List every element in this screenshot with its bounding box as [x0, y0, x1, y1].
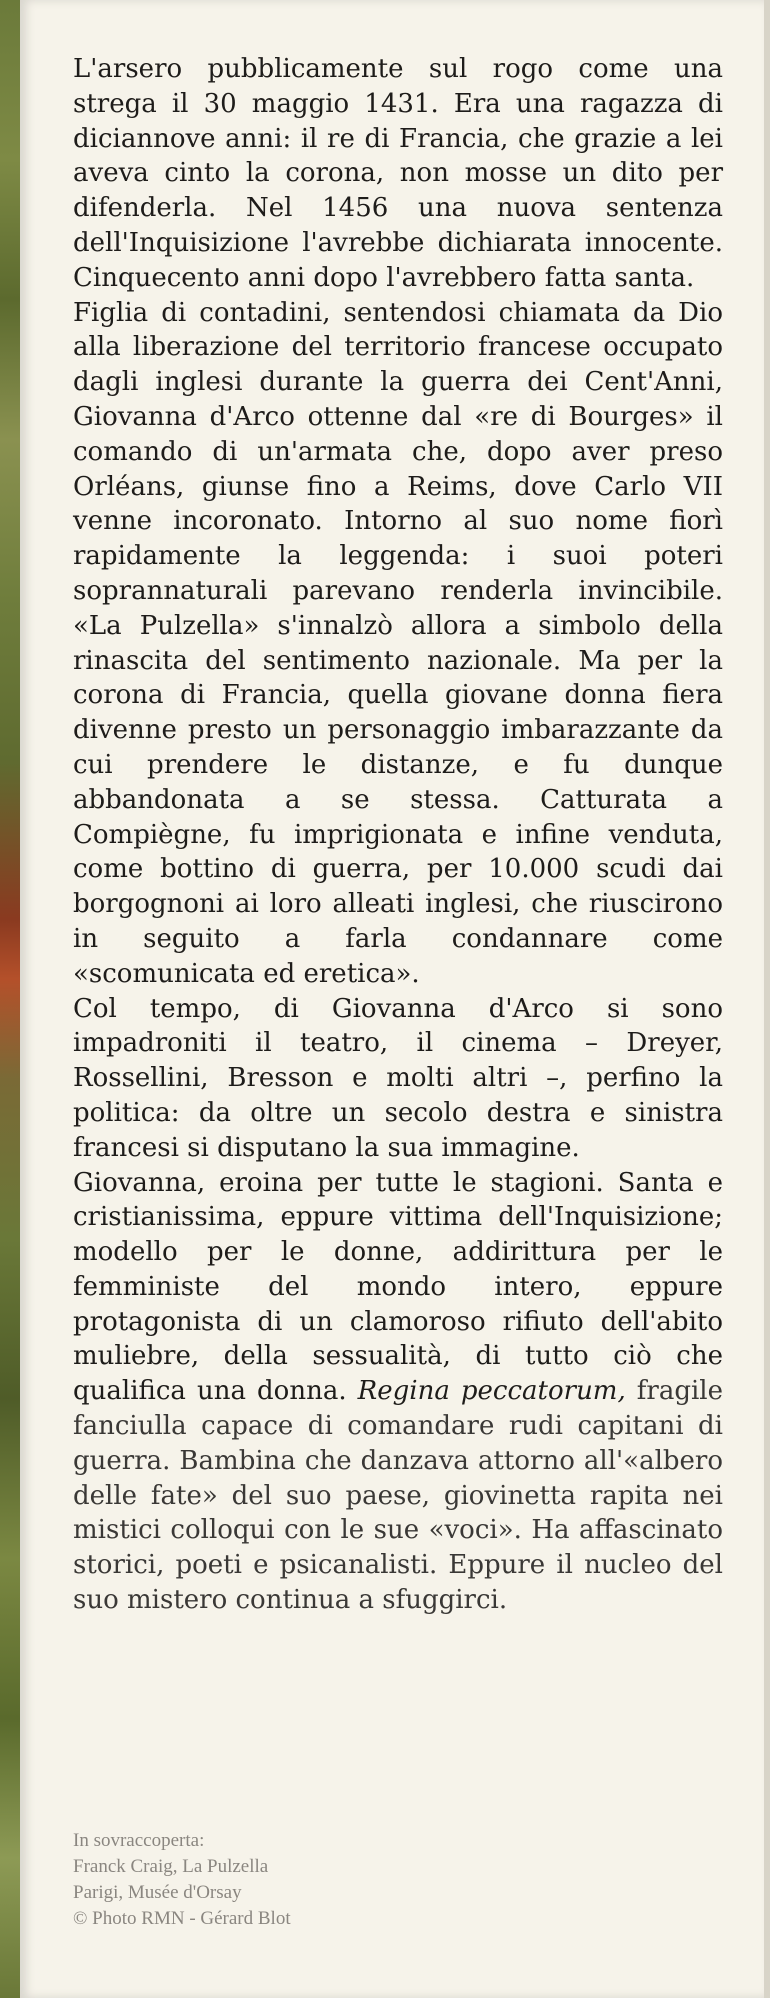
blurb-paragraph-4-end: fragile fanciulla capace di comandare rudi capitani di guerra. Bambina che danzava attorno all'«albero delle fate» del suo paese, giovinetta rapita nei mistici colloqui con le sue «voci». Ha affascinato storici, poeti e psicanalisti. Eppure il nucleo del suo mistero continua a sfuggirci.: [73, 1376, 724, 1616]
blurb-text: [73, 52, 723, 1618]
blurb-paragraph-4-start: Giovanna, eroina per tutte le stagioni. Santa e cristianissima, eppure vittima dell'Inquisizione; modello per le donne, addirittura per le femministe del mondo intero, eppure protagonista di un clamoroso rifiuto dell'abito muliebre, della sessualità, di tutto ciò che qualifica una donna.: [73, 1167, 723, 1407]
credits-line-4: © Photo RMN - Gérard Blot: [73, 1908, 291, 1929]
credits-line-2: Franck Craig, La Pulzella: [73, 1856, 269, 1877]
blurb-paragraph-3: Col tempo, di Giovanna d'Arco si sono impadroniti il teatro, il cinema – Dreyer, Rossellini, Bresson e molti altri –, perfino la politica: da oltre un secolo destra e sinistra francesi si disputano la sua immagine.: [73, 993, 723, 1163]
blurb-paragraph-1: L'arsero pubblicamente sul rogo come una strega il 30 maggio 1431. Era una ragazza di diciannove anni: il re di Francia, che grazie a lei aveva cinto la corona, non mosse un dito per difenderla. Nel 1456 una nuova sentenza dell'Inquisizione l'avrebbe dichiarata innocente. Cinquecento anni dopo l'avrebbero fatta santa.: [73, 54, 723, 293]
blurb-paragraph-4: [73, 1166, 723, 1618]
cover-photo-strip: [0, 0, 20, 1998]
credits-line-1: In sovraccoperta:: [73, 1830, 205, 1851]
blurb-paragraph-2: Figlia di contadini, sentendosi chiamata da Dio alla liberazione del territorio francese occupato dagli inglesi durante la guerra dei Cent'Anni, Giovanna d'Arco ottenne dal «re di Bourges» il comando di un'armata che, dopo aver preso Orléans, giunse fino a Reims, dove Carlo VII venne incoronato. Intorno al suo nome fiorì rapidamente la leggenda: i suoi poteri soprannaturali parevano renderla invincibile. «La Pulzella» s'innalzò allora a simbolo della rinascita del sentimento nazionale. Ma per la corona di Francia, quella giovane donna fiera divenne presto un personaggio imbarazzante da cui prendere le distanze, e fu dunque abbandonata a se stessa. Catturata a Compiègne, fu imprigionata e infine venduta, come bottino di guerra, per 10.000 scudi dai borgognoni ai loro alleati inglesi, che riuscirono in seguito a farla condannare come «scomunicata ed eretica».: [73, 297, 723, 989]
latin-phrase: Regina peccatorum,: [357, 1376, 626, 1407]
page-edge: [764, 0, 770, 1998]
cover-credits: [73, 1828, 433, 1932]
credits-line-3: Parigi, Musée d'Orsay: [73, 1882, 242, 1903]
